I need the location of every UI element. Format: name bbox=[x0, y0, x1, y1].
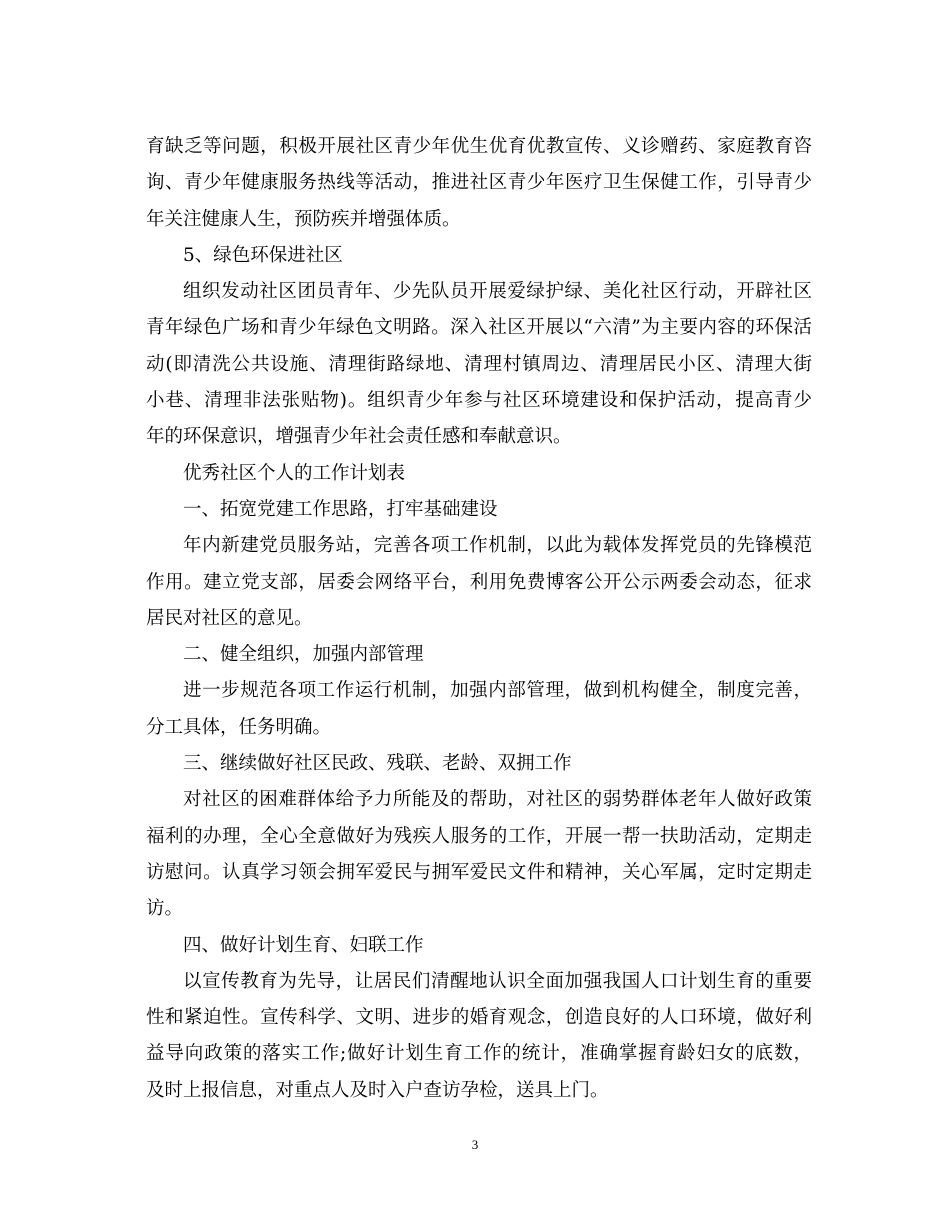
paragraph-line-indented: 年内新建党员服务站，完善各项工作机制，以此为载体发挥党员的先锋模范 bbox=[183, 535, 812, 557]
paragraph-line: 小巷、清理非法张贴物)。组织青少年参与社区环境建设和保护活动，提高青少 bbox=[146, 390, 812, 412]
paragraph-line: 性和紧迫性。宣传科学、文明、进步的婚育观念，创造良好的人口环境，做好利 bbox=[146, 1007, 812, 1029]
paragraph-line-indented: 5、绿色环保进社区 bbox=[183, 244, 343, 266]
paragraph-line: 动(即清洗公共设施、清理街路绿地、清理村镇周边、清理居民小区、清理大街 bbox=[146, 353, 812, 375]
paragraph-line: 年的环保意识，增强青少年社会责任感和奉献意识。 bbox=[146, 426, 572, 448]
paragraph-line: 居民对社区的意见。 bbox=[146, 607, 313, 629]
paragraph-line: 访。 bbox=[146, 898, 184, 920]
paragraph-line: 育缺乏等问题，积极开展社区青少年优生优育优教宣传、义诊赠药、家庭教育咨 bbox=[146, 136, 812, 157]
page-number: 3 bbox=[471, 1137, 479, 1152]
paragraph-line-indented: 进一步规范各项工作运行机制，加强内部管理，做到机构健全，制度完善， bbox=[183, 680, 812, 702]
paragraph-line: 青年绿色广场和青少年绿色文明路。深入社区开展以“六清”为主要内容的环保活 bbox=[146, 317, 812, 339]
paragraph-line: 分工具体，任务明确。 bbox=[146, 716, 332, 738]
paragraph-line-indented: 对社区的困难群体给予力所能及的帮助，对社区的弱势群体老年人做好政策 bbox=[183, 789, 812, 811]
paragraph-line: 作用。建立党支部，居委会网络平台，利用免费博客公开公示两委会动态，征求 bbox=[146, 571, 812, 593]
paragraph-line: 访慰问。认真学习领会拥军爱民与拥军爱民文件和精神，关心军属，定时定期走 bbox=[146, 861, 812, 883]
body-text bbox=[146, 129, 812, 1109]
paragraph-line: 询、青少年健康服务热线等活动，推进社区青少年医疗卫生保健工作，引导青少 bbox=[146, 172, 812, 194]
paragraph-line: 益导向政策的落实工作;做好计划生育工作的统计，准确掌握育龄妇女的底数， bbox=[146, 1043, 812, 1065]
paragraph-line-indented: 二、健全组织，加强内部管理 bbox=[183, 644, 424, 666]
paragraph-line-indented: 一、拓宽党建工作思路，打牢基础建设 bbox=[183, 498, 498, 520]
paragraph-line-indented: 组织发动社区团员青年、少先队员开展爱绿护绿、美化社区行动，开辟社区 bbox=[183, 281, 812, 303]
paragraph-line-indented: 优秀社区个人的工作计划表 bbox=[183, 462, 406, 484]
paragraph-line-indented: 四、做好计划生育、妇联工作 bbox=[183, 934, 424, 956]
paragraph-line: 福利的办理，全心全意做好为残疾人服务的工作，开展一帮一扶助活动，定期走 bbox=[146, 825, 812, 847]
paragraph-line: 年关注健康人生，预防疾并增强体质。 bbox=[146, 208, 461, 230]
paragraph-line-indented: 以宣传教育为先导，让居民们清醒地认识全面加强我国人口计划生育的重要 bbox=[183, 970, 812, 992]
paragraph-line-indented: 三、继续做好社区民政、残联、老龄、双拥工作 bbox=[183, 753, 572, 775]
paragraph-line: 及时上报信息，对重点人及时入户查访孕检，送具上门。 bbox=[146, 1079, 609, 1101]
